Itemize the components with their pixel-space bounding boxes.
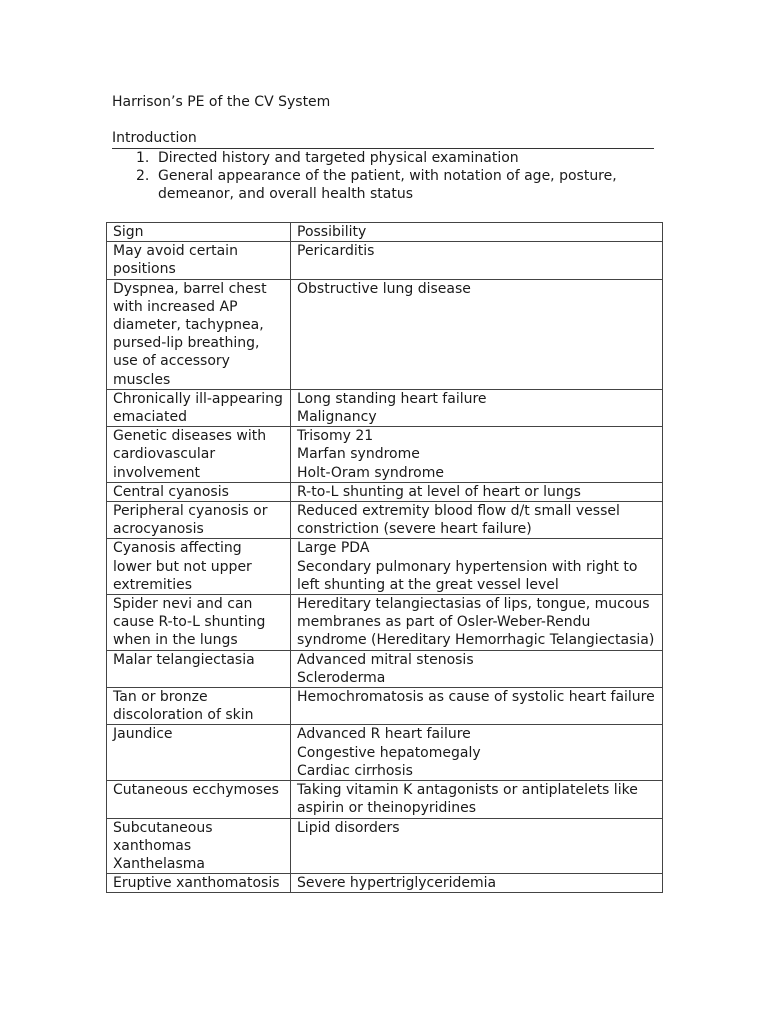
possibility-cell [291,427,663,483]
sign-cell: Dyspnea, barrel chest with increased AP diameter, tachypnea, pursed-lip breathing, use of accessory muscles [107,279,291,389]
possibility-line: Congestive hepatomegaly [297,744,481,761]
sign-cell: May avoid certain positions [107,242,291,279]
sign-line: Xanthelasma [113,855,205,872]
table-row [107,502,663,539]
possibility-line: Cardiac cirrhosis [297,762,413,779]
possibility-line: Malignancy [297,409,377,426]
possibility-line: Taking vitamin K antagonists or antiplatelets like aspirin or theinopyridines [297,782,638,817]
list-item-number: 2. [136,168,150,184]
table-row [107,595,663,651]
possibility-line: Large PDA [297,540,370,557]
possibility-cell [291,688,663,725]
list-item-number: 1. [136,150,150,166]
sign-line: Subcutaneous xanthomas [113,819,213,854]
table-row [107,539,663,595]
table-row [107,725,663,781]
section-heading: Introduction [112,129,654,149]
possibility-cell [291,781,663,818]
possibility-cell [291,725,663,781]
table-row [107,874,663,893]
possibility-cell [291,539,663,595]
possibility-line: Severe hypertriglyceridemia [297,875,497,892]
possibility-line: Hereditary telangiectasias of lips, tongue, mucous membranes as part of Osler-Weber-Rendu syndrome (Hereditary Hemorrhagic Telangiectasia) [297,596,655,649]
signs-table [106,222,663,893]
column-header-possibility: Possibility [291,223,663,242]
sign-cell: Spider nevi and can cause R-to-L shunting when in the lungs [107,595,291,651]
possibility-cell [291,818,663,874]
sign-cell: Peripheral cyanosis or acrocyanosis [107,502,291,539]
possibility-line: Advanced R heart failure [297,726,471,743]
column-header-sign: Sign [107,223,291,242]
possibility-line: Marfan syndrome [297,446,420,463]
sign-cell: Cutaneous ecchymoses [107,781,291,818]
possibility-line: Obstructive lung disease [297,280,471,297]
list-item [112,149,654,167]
possibility-line: Lipid disorders [297,819,400,836]
intro-list [112,149,654,203]
sign-cell [107,818,291,874]
possibility-cell [291,389,663,426]
possibility-cell [291,242,663,279]
table-header-row [107,223,663,242]
possibility-line: Scleroderma [297,669,386,686]
sign-cell: Jaundice [107,725,291,781]
page-title: Harrison’s PE of the CV System [112,94,331,110]
possibility-line: Holt-Oram syndrome [297,464,444,481]
possibility-cell [291,502,663,539]
possibility-line: Advanced mitral stenosis [297,651,474,668]
list-item-text: General appearance of the patient, with notation of age, posture, demeanor, and overall health status [158,168,617,202]
possibility-line: Long standing heart failure [297,390,487,407]
possibility-line: Hemochromatosis as cause of systolic heart failure [297,689,655,706]
table-row [107,650,663,687]
table-row [107,781,663,818]
possibility-line: Secondary pulmonary hypertension with right to left shunting at the great vessel level [297,558,638,593]
table-row [107,242,663,279]
possibility-line: Trisomy 21 [297,428,374,445]
list-item-text: Directed history and targeted physical examination [158,150,519,166]
table-row [107,482,663,501]
sign-cell: Chronically ill-appearing emaciated [107,389,291,426]
table-row [107,279,663,389]
table-row [107,389,663,426]
possibility-cell [291,650,663,687]
sign-cell: Cyanosis affecting lower but not upper extremities [107,539,291,595]
possibility-line: Reduced extremity blood flow d/t small vessel constriction (severe heart failure) [297,503,620,538]
table-row [107,818,663,874]
table-row [107,427,663,483]
possibility-cell [291,874,663,893]
sign-cell: Eruptive xanthomatosis [107,874,291,893]
sign-cell: Central cyanosis [107,482,291,501]
possibility-cell [291,279,663,389]
possibility-cell [291,482,663,501]
sign-cell: Tan or bronze discoloration of skin [107,688,291,725]
table-row [107,688,663,725]
possibility-cell [291,595,663,651]
sign-cell: Malar telangiectasia [107,650,291,687]
list-item [112,167,654,203]
sign-cell: Genetic diseases with cardiovascular involvement [107,427,291,483]
possibility-line: R-to-L shunting at level of heart or lungs [297,483,581,500]
possibility-line: Pericarditis [297,243,375,260]
